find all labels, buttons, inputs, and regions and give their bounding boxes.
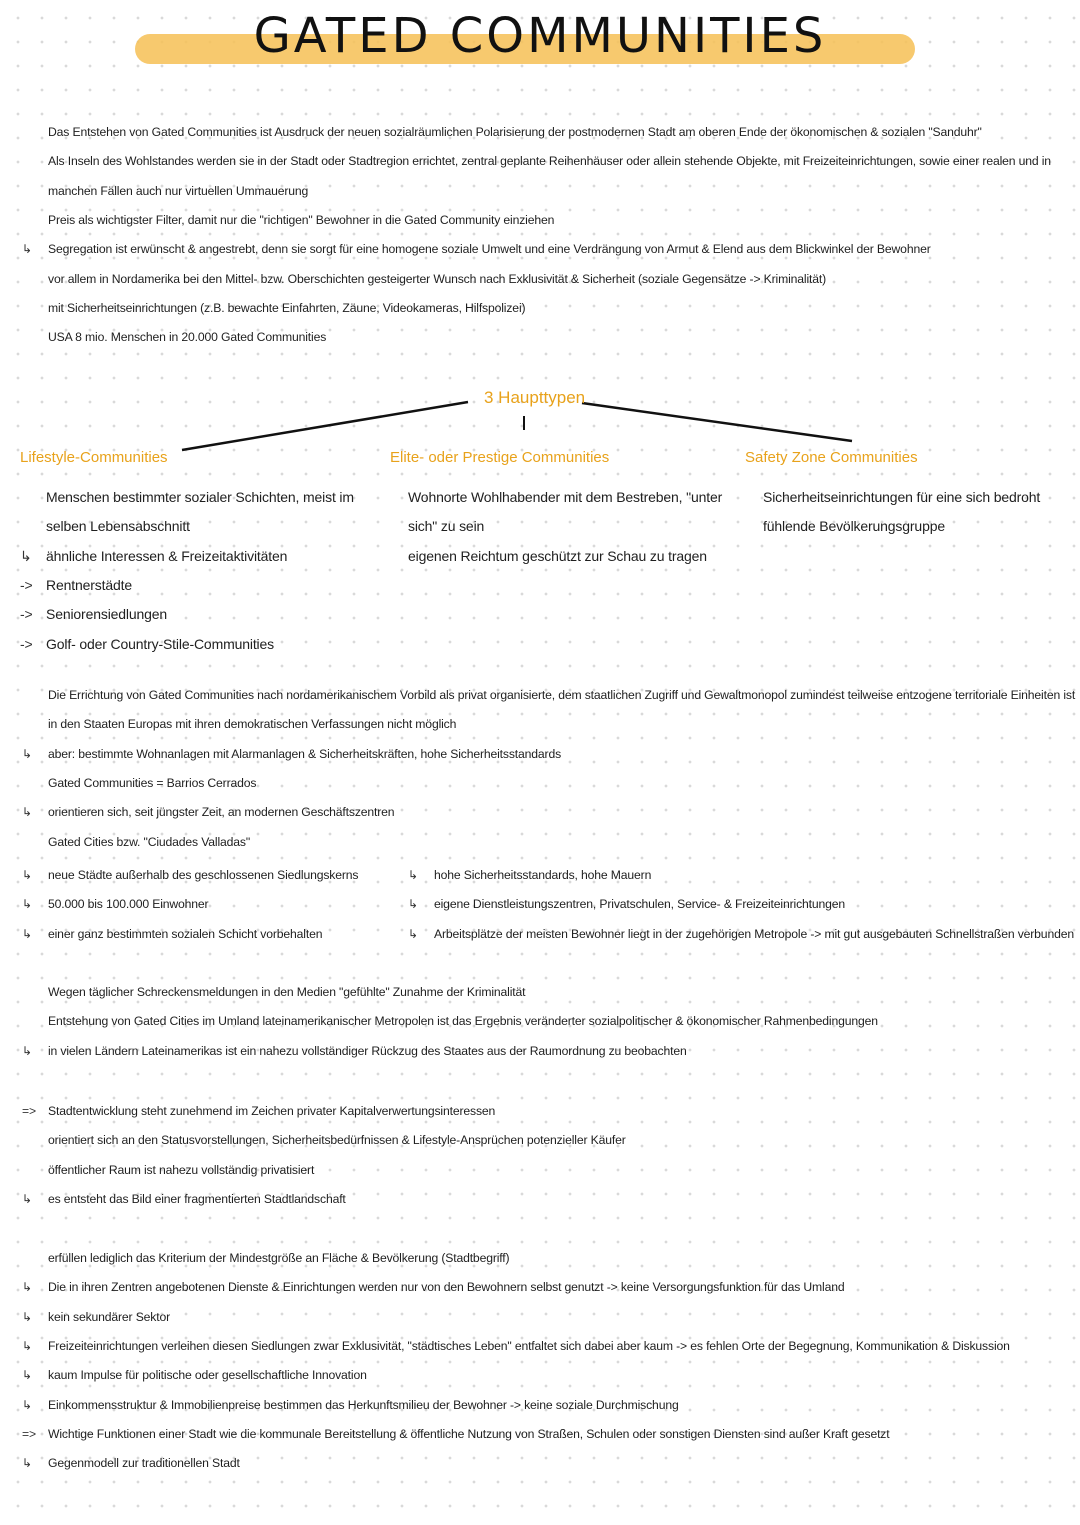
text-line bbox=[382, 483, 722, 512]
line-text: hohe Sicherheitsstandards, hohe Mauern bbox=[434, 868, 652, 882]
line-text: aber: bestimmte Wohnanlagen mit Alarmanlagen & Sicherheitskräften, hohe Sicherheitsstandards bbox=[48, 746, 562, 761]
line-text: Gated Cities bzw. "Ciudades Valladas" bbox=[48, 834, 251, 849]
text-line bbox=[22, 896, 208, 912]
line-marker: -> bbox=[20, 635, 33, 652]
line-text: Wegen täglicher Schreckensmeldungen in den Medien "gefühlte" Zunahme der Kriminalität bbox=[48, 985, 526, 999]
text-line bbox=[22, 1103, 495, 1119]
text-line bbox=[22, 1043, 687, 1059]
text-line bbox=[22, 1309, 170, 1325]
line-marker: ↳ bbox=[22, 805, 33, 820]
line-marker: ↳ bbox=[22, 1368, 33, 1383]
text-line bbox=[22, 1455, 240, 1471]
text-line bbox=[737, 512, 945, 541]
line-text: Seniorensiedlungen bbox=[46, 606, 168, 623]
type-title: Safety Zone Communities bbox=[745, 449, 918, 466]
line-text: in den Staaten Europas mit ihren demokratischen Verfassungen nicht möglich bbox=[48, 717, 457, 732]
text-line bbox=[22, 1338, 1010, 1354]
line-text: Stadtentwicklung steht zunehmend im Zeichen privater Kapitalverwertungsinteressen bbox=[48, 1104, 496, 1118]
line-text: Preis als wichtigster Filter, damit nur die "richtigen" Bewohner in die Gated Community einziehen bbox=[48, 212, 555, 227]
line-marker: ↳ bbox=[22, 926, 33, 941]
text-line bbox=[382, 512, 484, 541]
text-line bbox=[22, 867, 358, 883]
line-text: eigene Dienstleistungszentren, Privatschulen, Service- & Freizeiteinrichtungen bbox=[434, 897, 846, 912]
line-text: Gegenmodell zur traditionellen Stadt bbox=[48, 1456, 240, 1471]
text-line bbox=[22, 687, 1075, 703]
text-line bbox=[20, 630, 274, 659]
line-marker: ↳ bbox=[22, 897, 33, 912]
line-text: Arbeitsplätze der meisten Bewohner liegt in der zugehörigen Metropole -> mit gut ausgebauten Schnellstraßen verbunden bbox=[434, 926, 1074, 941]
line-marker: ↳ bbox=[22, 746, 33, 761]
line-marker: ↳ bbox=[408, 868, 419, 882]
text-line bbox=[22, 1162, 314, 1178]
line-marker: ↳ bbox=[22, 242, 33, 257]
line-text: vor allem in Nordamerika bei den Mittel- bzw. Oberschichten gesteigerter Wunsch nach Exklusivität & Sicherheit (soziale Gegensätze -> Kriminalität) bbox=[48, 271, 827, 286]
text-line bbox=[408, 926, 1074, 942]
line-text: eigenen Reichtum geschützt zur Schau zu tragen bbox=[408, 547, 707, 564]
line-marker: -> bbox=[20, 606, 33, 623]
line-text: erfüllen lediglich das Kriterium der Mindestgröße an Fläche & Bevölkerung (Stadtbegriff) bbox=[48, 1251, 510, 1265]
line-text: es entsteht das Bild einer fragmentierten Stadtlandschaft bbox=[48, 1191, 346, 1206]
text-line bbox=[22, 746, 561, 762]
line-text: öffentlicher Raum ist nahezu vollständig privatisiert bbox=[48, 1162, 315, 1177]
text-line bbox=[22, 834, 250, 850]
text-line bbox=[20, 512, 190, 541]
text-line bbox=[22, 1279, 845, 1295]
text-line bbox=[22, 1132, 626, 1148]
text-line bbox=[20, 600, 167, 629]
line-text: Das Entstehen von Gated Communities ist Ausdruck der neuen sozialräumlichen Polarisierung der postmodernen Stadt am oberen Ende der ökonomischen & sozialen "Sanduhr" bbox=[48, 125, 982, 139]
line-text: Sicherheitseinrichtungen für eine sich bedroht bbox=[763, 489, 1041, 505]
text-line bbox=[737, 483, 1040, 512]
text-line bbox=[22, 775, 256, 791]
types-heading: 3 Haupttypen bbox=[484, 388, 586, 407]
line-marker: => bbox=[22, 1104, 36, 1118]
line-text: Menschen bestimmter sozialer Schichten, meist im bbox=[46, 489, 354, 505]
text-line bbox=[22, 1426, 890, 1442]
line-marker: ↳ bbox=[22, 1309, 33, 1324]
line-text: Entstehung von Gated Cities im Umland lateinamerikanischer Metropolen ist das Ergebnis veränderter sozialpolitischer & ökonomischer Rahmenbedingungen bbox=[48, 1014, 878, 1029]
line-text: Die in ihren Zentren angebotenen Dienste & Einrichtungen werden nur von den Bewohnern selbst genutzt -> keine Versorgungsfunktion für das Umland bbox=[48, 1280, 845, 1295]
text-line bbox=[20, 483, 354, 512]
line-marker: ↳ bbox=[22, 868, 33, 882]
line-text: Rentnerstädte bbox=[46, 576, 132, 593]
line-text: 50.000 bis 100.000 Einwohner bbox=[48, 897, 209, 912]
line-text: Golf- oder Country-Stile-Communities bbox=[46, 635, 275, 652]
line-marker: ↳ bbox=[22, 1191, 33, 1206]
line-text: Wohnorte Wohlhabender mit dem Bestreben, "unter bbox=[408, 489, 723, 505]
text-line bbox=[22, 984, 525, 1000]
text-line bbox=[22, 804, 394, 820]
text-line bbox=[22, 1013, 878, 1029]
text-line bbox=[382, 542, 707, 571]
line-text: Die Errichtung von Gated Communities nach nordamerikanischem Vorbild als privat organisierte, dem staatlichen Zugriff und Gewaltmonopol zumindest teilweise entzogene territoriale Einheiten ist bbox=[48, 688, 1076, 702]
line-text: einer ganz bestimmten sozialen Schicht vorbehalten bbox=[48, 926, 323, 941]
line-marker: ↳ bbox=[408, 926, 419, 941]
text-line bbox=[22, 716, 456, 732]
type-title: Lifestyle-Communities bbox=[20, 449, 168, 466]
line-text: ähnliche Interessen & Freizeitaktivitäten bbox=[46, 547, 288, 564]
text-line bbox=[22, 1250, 509, 1266]
line-text: Freizeiteinrichtungen verleihen diesen Siedlungen zwar Exklusivität, "städtisches Leben" entfaltet sich dabei aber kaum -> es fehlen Orte der Begegnung, Kommunikation & Diskussion bbox=[48, 1338, 1010, 1353]
text-line bbox=[22, 1397, 679, 1413]
line-text: fühlende Bevölkerungsgruppe bbox=[763, 518, 945, 535]
text-line bbox=[22, 1367, 367, 1383]
line-text: Segregation ist erwünscht & angestrebt, denn sie sorgt für eine homogene soziale Umwelt und eine Verdrängung von Armut & Elend aus dem Blickwinkel der Bewohner bbox=[48, 242, 931, 257]
text-line bbox=[408, 896, 845, 912]
line-marker: ↳ bbox=[22, 1456, 33, 1471]
text-line bbox=[20, 542, 287, 571]
line-text: kein sekundärer Sektor bbox=[48, 1309, 171, 1324]
line-text: orientieren sich, seit jüngster Zeit, an modernen Geschäftszentren bbox=[48, 805, 395, 820]
line-text: Einkommensstruktur & Immobilienpreise bestimmen das Herkunftsmilieu der Bewohner -> keine soziale Durchmischung bbox=[48, 1397, 679, 1412]
line-marker: ↳ bbox=[408, 897, 419, 912]
line-text: Als Inseln des Wohlstandes werden sie in der Stadt oder Stadtregion errichtet, zentral geplante Reihenhäuser oder allein stehende Objekte, mit Freizeiteinrichtungen, sowie einer realen und in bbox=[48, 154, 1051, 169]
line-text: orientiert sich an den Statusvorstellungen, Sicherheitsbedürfnissen & Lifestyle-Ansprüchen potenzieller Käufer bbox=[48, 1133, 626, 1148]
line-marker: ↳ bbox=[22, 1338, 33, 1353]
text-line bbox=[408, 867, 651, 883]
line-text: selben Lebensabschnitt bbox=[46, 518, 190, 535]
line-text: in vielen Ländern Lateinamerikas ist ein nahezu vollständiger Rückzug des Staates aus der Raumordnung zu beobachten bbox=[48, 1043, 687, 1058]
type-title: Elite- oder Prestige Communities bbox=[390, 449, 610, 466]
line-marker: ↳ bbox=[20, 547, 32, 564]
line-text: neue Städte außerhalb des geschlossenen Siedlungskerns bbox=[48, 868, 359, 882]
line-marker: ↳ bbox=[22, 1280, 33, 1295]
line-text: USA 8 mio. Menschen in 20.000 Gated Communities bbox=[48, 330, 327, 345]
line-text: kaum Impulse für politische oder gesellschaftliche Innovation bbox=[48, 1368, 367, 1383]
line-marker: => bbox=[22, 1426, 36, 1441]
line-marker: ↳ bbox=[22, 1397, 33, 1412]
line-marker: ↳ bbox=[22, 1043, 33, 1058]
line-text: manchen Fällen auch nur virtuellen Ummauerung bbox=[48, 183, 309, 198]
text-line bbox=[20, 571, 132, 600]
line-text: sich" zu sein bbox=[408, 518, 485, 535]
line-text: mit Sicherheitseinrichtungen (z.B. bewachte Einfahrten, Zäune, Videokameras, Hilfspolizei) bbox=[48, 300, 526, 315]
text-line bbox=[22, 926, 322, 942]
line-text: Wichtige Funktionen einer Stadt wie die kommunale Bereitstellung & öffentliche Nutzung von Straßen, Schulen oder sonstigen Diensten sind außer Kraft gesetzt bbox=[48, 1426, 890, 1441]
line-text: Gated Communities = Barrios Cerrados bbox=[48, 775, 257, 790]
line-marker: -> bbox=[20, 576, 33, 593]
text-line bbox=[22, 1191, 346, 1207]
page-title: GATED COMMUNITIES bbox=[253, 8, 827, 64]
